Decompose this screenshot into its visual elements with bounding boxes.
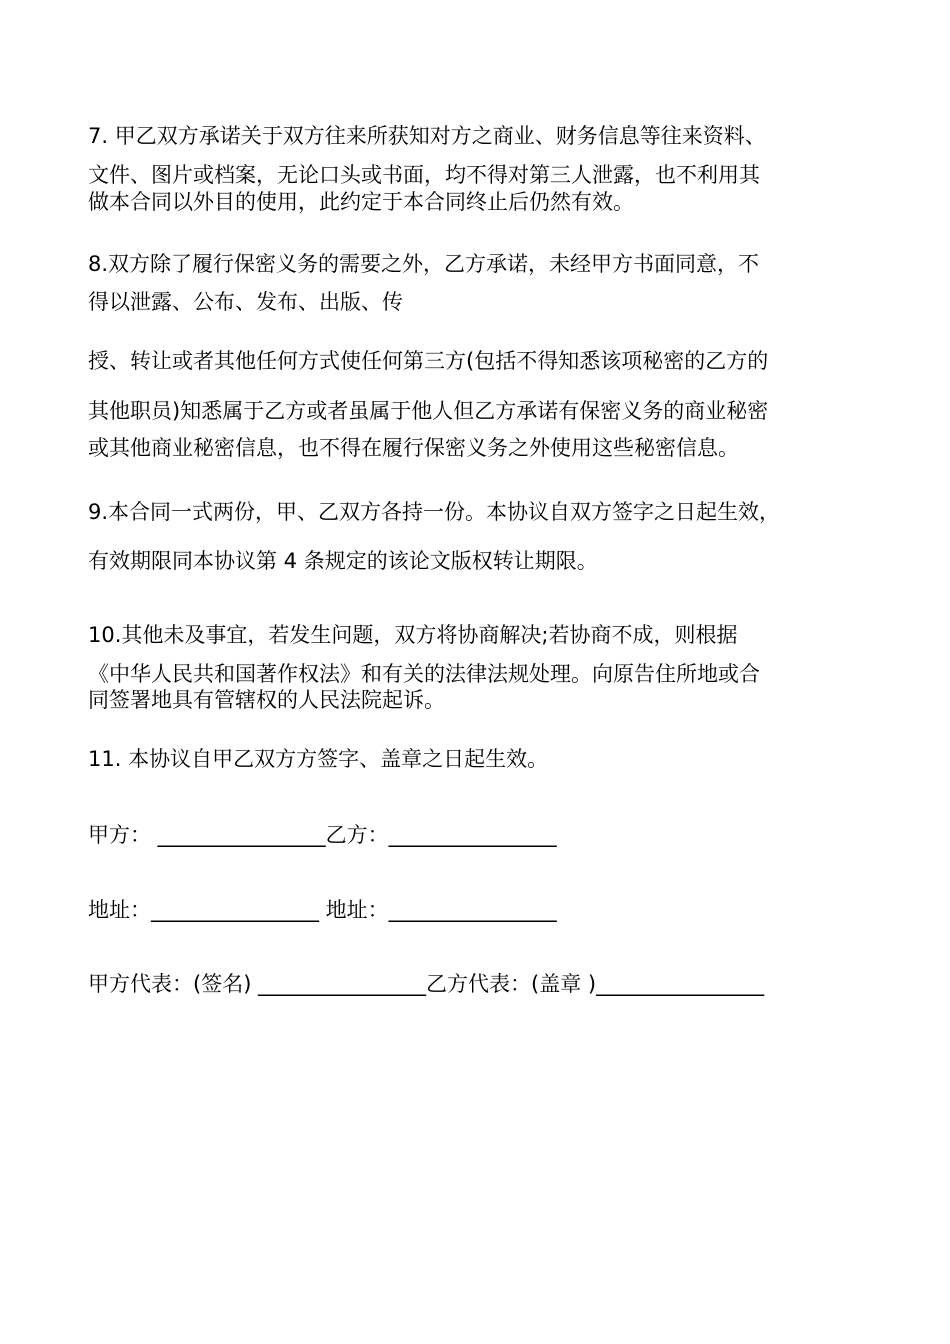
clause-9-line-1: 9.本合同一式两份，甲、乙双方各持一份。本协议自双方签字之日起生效，	[88, 500, 781, 524]
clause-7-line-2: 文件、图片或档案，无论口头或书面，均不得对第三人泄露，也不利用其	[88, 163, 760, 187]
clause-10-line-3: 同签署地具有管辖权的人民法院起诉。	[88, 688, 445, 712]
address-signature-line: 地址：________________ 地址：________________	[88, 898, 557, 922]
clause-10-line-2: 《中华人民共和国著作权法》和有关的法律法规处理。向原告住所地或合	[88, 662, 760, 686]
clause-8-line-4: 其他职员)知悉属于乙方或者虽属于他人但乙方承诺有保密义务的商业秘密	[88, 399, 769, 423]
clause-8-line-1: 8.双方除了履行保密义务的需要之外，乙方承诺，未经甲方书面同意，不	[88, 252, 760, 276]
clause-10-line-1: 10.其他未及事宜，若发生问题，双方将协商解决;若协商不成，则根据	[88, 623, 738, 647]
clause-8-line-5: 或其他商业秘密信息，也不得在履行保密义务之外使用这些秘密信息。	[88, 436, 739, 460]
clause-8-line-3: 授、转让或者其他任何方式使任何第三方(包括不得知悉该项秘密的乙方的	[88, 349, 769, 373]
clause-11-line-1: 11. 本协议自甲乙双方方签字、盖章之日起生效。	[88, 747, 549, 771]
party-signature-line: 甲方： ________________乙方：________________	[88, 823, 557, 847]
clause-9-line-2: 有效期限同本协议第 4 条规定的该论文版权转让期限。	[88, 549, 598, 573]
clause-8-line-2: 得以泄露、公布、发布、出版、传	[88, 290, 403, 314]
clause-7-line-1: 7. 甲乙双方承诺关于双方往来所获知对方之商业、财务信息等往来资料、	[88, 124, 766, 148]
clause-7-line-3: 做本合同以外目的使用，此约定于本合同终止后仍然有效。	[88, 190, 634, 214]
representative-signature-line: 甲方代表：(签名) ________________乙方代表：(盖章 )________________	[88, 972, 765, 996]
